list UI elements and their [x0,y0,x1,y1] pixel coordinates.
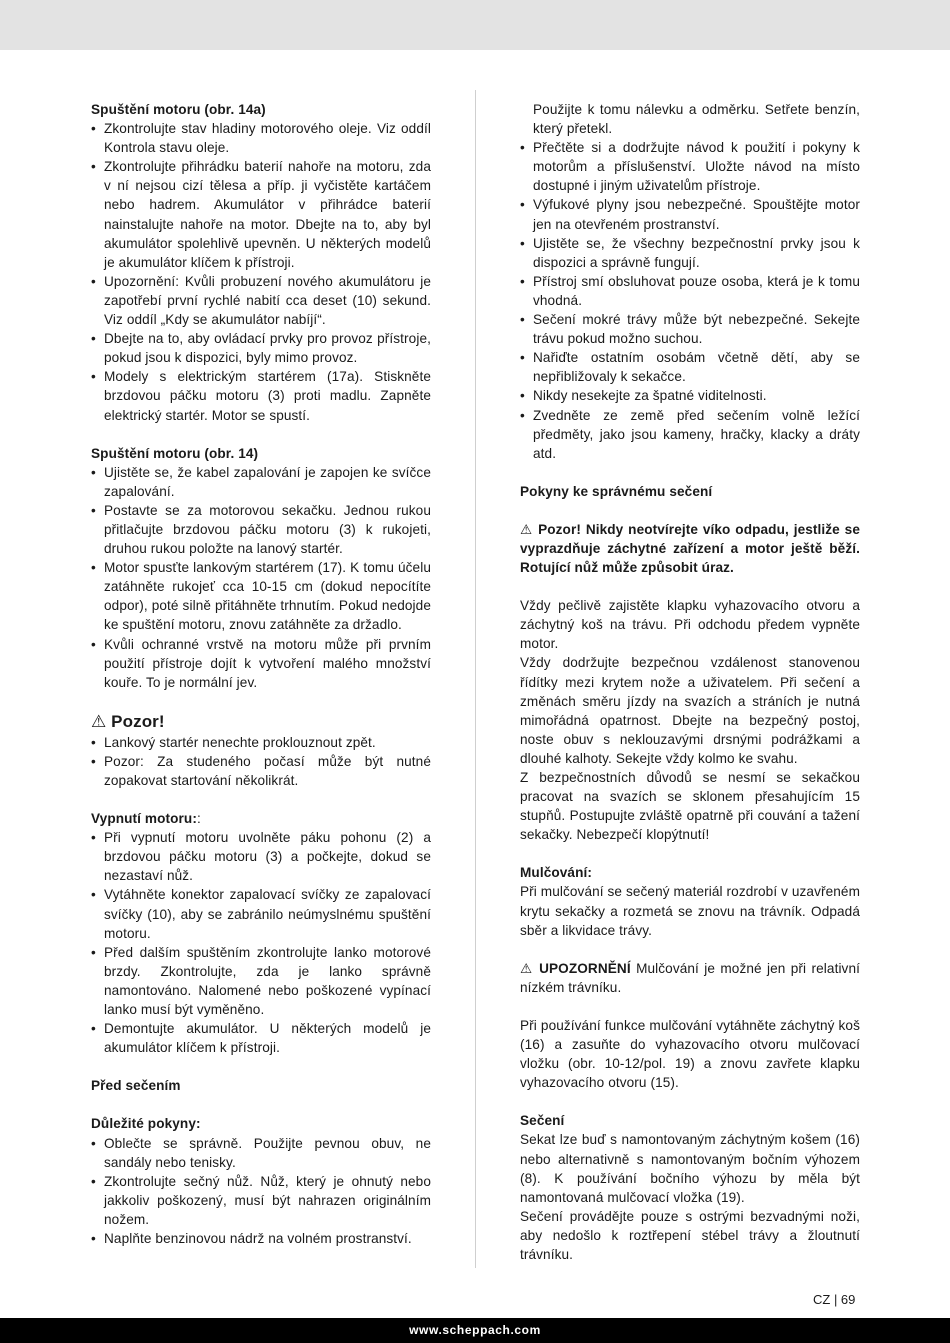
top-header-bar [0,0,950,50]
list-item: • Motor spusťte lankovým startérem (17). K tomu účelu zatáhněte rukojeť cca 10-15 cm (dokud nepocítíte odpor), poté silně přitáhněte trhnutím. Pokud nedojde ke spuštění motoru, znovu zatáhněte za držadlo. [91,558,431,634]
engine-stop-list [91,828,431,1057]
continued-text: Použijte k tomu nálevku a odměrku. Setřete benzín, který přetekl. [533,102,860,137]
paragraph: Při mulčování se sečený materiál rozdrobí v uzavřeném krytu sekačky a rozmetá se znovu na trávník. Odpadá sběr a likvidace trávy. [520,884,860,938]
section-title-correct-mowing: Pokyny ke správnému sečení [520,483,713,499]
list-item: • Vytáhněte konektor zapalovací svíčky ze zapalovací svíčky (10), aby se zabránilo neúmyslnému spuštění motoru. [91,885,431,942]
engine-start-14-list [91,463,431,692]
page-number: CZ | 69 [813,1292,856,1307]
paragraph: Vždy pečlivě zajistěte klapku vyhazovacího otvoru a záchytný koš na trávu. Při odchodu předem vypněte motor. [520,598,860,652]
right-column [520,100,860,1264]
list-item: • Lankový startér nenechte proklouznout zpět. [91,733,431,752]
paragraph: Sekat lze buď s namontovaným záchytným košem (16) nebo alternativně s namontovaným bočním výhozem (8). K používání bočního výhozu by měla být namontovaná mulčovací vložka (19). [520,1132,860,1205]
list-item: • Oblečte se správně. Použijte pevnou obuv, ne sandály nebo tenisky. [91,1134,431,1172]
footer-bar [0,1318,950,1343]
list-item: • Ujistěte se, že všechny bezpečnostní prvky jsou k dispozici a správně fungují. [520,234,860,272]
section-title-engine-start-14: Spuštění motoru (obr. 14) [91,445,259,461]
list-item: • Zkontrolujte sečný nůž. Nůž, který je ohnutý nebo jakkoliv poškozený, musí být nahrazen originálním nožem. [91,1172,431,1229]
safety-list [520,138,860,463]
list-item: • Modely s elektrickým startérem (17a). Stiskněte brzdovou páčku motoru (3) proti madlu. Zapněte elektrický startér. Motor se spustí. [91,367,431,424]
notice-paragraph: ⚠ UPOZORNĚNÍ Mulčování je možné jen při relativní nízkém trávníku. [520,960,860,995]
paragraph: Při používání funkce mulčování vytáhněte záchytný koš (16) a zasuňte do vyhazovacího otvoru mulčovací vložku (obr. 10-12/pol. 19) a znovu zavřete klapku vyhazovacího otvoru (15). [520,1017,860,1091]
warning-title: Pozor! [111,711,165,731]
list-item: • Nikdy nesekejte za špatné viditelnosti. [520,386,860,405]
warning-paragraph: ⚠ Pozor! Nikdy neotvírejte víko odpadu, jestliže se vyprazdňuje záchytné zařízení a motor ještě běží. Rotující nůž může způsobit úraz. [520,521,860,576]
list-item: • Před dalším spuštěním zkontrolujte lanko motorové brzdy. Zkontrolujte, zda je lanko správně namontováno. Nalomené nebo poškozené vypínací lanko musí být vyměněno. [91,943,431,1019]
list-item: • Přístroj smí obsluhovat pouze osoba, která je k tomu vhodná. [520,272,860,310]
paragraph: Vždy dodržujte bezpečnou vzdálenost stanovenou řídítky mezi krytem nože a uživatelem. Při sečení a změnách směru jízdy na svazích a stráních je nutná mimořádná opatrnost. Dbejte na bezpečný postoj, noste obuv s neklouzavými drsnými podrážkami a dlouhé kalhoty. Sekejte vždy kolmo ke svahu. [520,655,860,766]
list-item: • Výfukové plyny jsou nebezpečné. Spouštějte motor jen na otevřeném prostranství. [520,195,860,233]
notice-label: UPOZORNĚNÍ [539,960,631,976]
list-item: • Postavte se za motorovou sekačku. Jednou rukou přitlačujte brzdovou páčku motoru (3) k rukojeti, druhou rukou položte na lanový startér. [91,501,431,558]
section-title-mulching: Mulčování: [520,865,592,881]
warning-list [91,733,431,790]
warning-heading [91,711,431,733]
list-item: • Zkontrolujte přihrádku baterií nahoře na motoru, zda v ní nejsou cizí tělesa a příp. ji vyčistěte kartáčem nebo hadrem. Akumulátor v přihrádce baterií nainstalujte nahoře na motor. Dbejte na to, aby byl akumulátor spolehlivě upevněn. U některých modelů je akumulátor klíčem k přístroji. [91,157,431,272]
warning-icon: ⚠ [91,711,107,731]
list-item: • Sečení mokré trávy může být nebezpečné. Sekejte trávu pokud možno suchou. [520,310,860,348]
list-item: • Nařiďte ostatním osobám včetně dětí, aby se nepřibližovaly k sekačce. [520,348,860,386]
paragraph: Z bezpečnostních důvodů se nesmí se sekačkou pracovat na svazích se sklonem přesahujícím 15 stupňů. Postupujte zvláště opatrně při couvání a tažení sekačky. Nebezpečí klopýtnutí! [520,770,860,843]
list-item: • Při vypnutí motoru uvolněte páku pohonu (2) a brzdovou páčku motoru (3) a počkejte, dokud se nezastaví nůž. [91,828,431,885]
list-item: • Kvůli ochranné vrstvě na motoru může při prvním použití přístroje dojít k vytvoření malého množství kouře. To je normální jev. [91,635,431,692]
list-item: • Pozor: Za studeného počasí může být nutné zopakovat startování několikrát. [91,752,431,790]
warning-icon: ⚠ [520,521,534,537]
list-item: • Naplňte benzinovou nádrž na volném prostranství. [91,1229,431,1248]
footer-url[interactable]: www.scheppach.com [409,1323,541,1337]
list-item: • Zvedněte ze země před sečením volně ležící předměty, jako jsou kameny, hračky, klacky a dráty atd. [520,406,860,463]
section-title-engine-stop: Vypnutí motoru:: [91,811,201,827]
paragraph: Sečení provádějte pouze s ostrými bezvadnými noži, aby nedošlo k roztřepení stébel trávy a žloutnutí trávníku. [520,1208,860,1262]
list-item: • Dbejte na to, aby ovládací prvky pro provoz přístroje, pokud jsou k dispozici, byly mimo provoz. [91,329,431,367]
list-item: • Zkontrolujte stav hladiny motorového oleje. Viz oddíl Kontrola stavu oleje. [91,119,431,157]
section-title-mowing: Sečení [520,1113,565,1129]
list-item: • Demontujte akumulátor. U některých modelů je akumulátor klíčem k přístroji. [91,1019,431,1057]
important-notes-list [91,1134,431,1249]
column-divider [475,90,476,1268]
section-title-important-notes: Důležité pokyny: [91,1116,201,1132]
warning-icon: ⚠ [520,960,534,976]
list-item: • Ujistěte se, že kabel zapalování je zapojen ke svíčce zapalování. [91,463,431,501]
section-title-engine-start-14a: Spuštění motoru (obr. 14a) [91,102,266,117]
section-title-before-mowing: Před sečením [91,1078,181,1094]
engine-start-14a-list [91,119,431,425]
list-item: • Upozornění: Kvůli probuzení nového akumulátoru je zapotřebí první rychlé nabití cca deset (10) sekund. Viz oddíl „Kdy se akumulátor nabíjí“. [91,272,431,329]
list-item: • Přečtěte si a dodržujte návod k použití i pokyny k motorům a příslušenství. Uložte návod na místo dostupné i jiným uživatelům přístroje. [520,138,860,195]
left-column [91,100,431,1248]
